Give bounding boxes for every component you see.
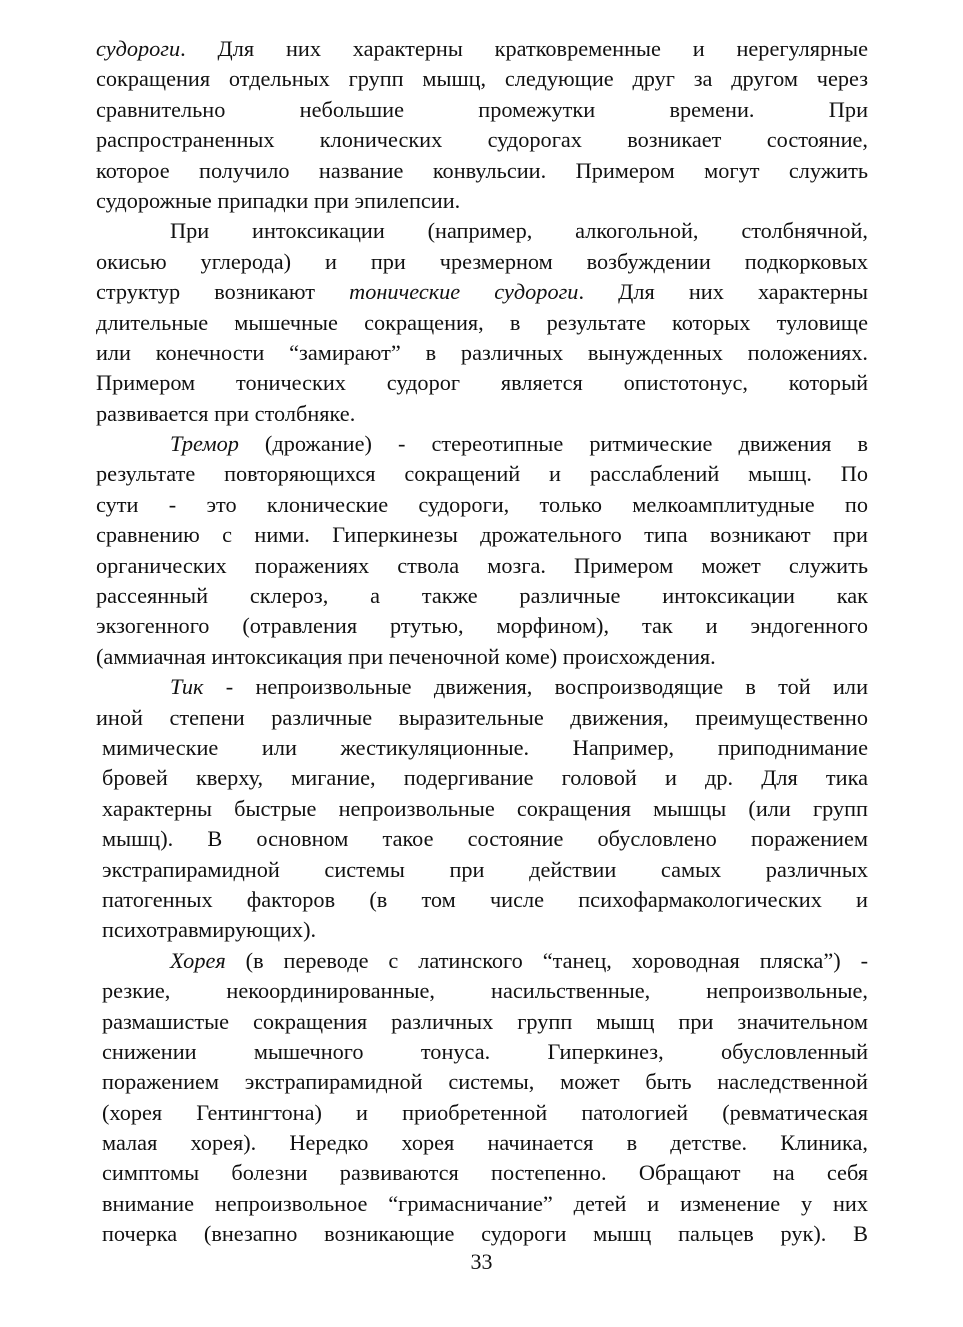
text-run: мимические или жестикуляционные. Например, приподнимание bbox=[102, 734, 868, 760]
text-line bbox=[96, 946, 868, 976]
text-line bbox=[96, 1219, 868, 1249]
text-run: Примером тонических судорог является опистотонус, который bbox=[96, 370, 868, 396]
italic-term: Тремор bbox=[170, 431, 239, 457]
text-line bbox=[96, 429, 868, 459]
text-run: психотравмирующих). bbox=[102, 917, 317, 943]
text-run: характерны быстрые непроизвольные сокращения мышцы (или групп bbox=[102, 795, 868, 821]
text-run: бровей кверху, мигание, подергивание головой и др. Для тика bbox=[102, 765, 868, 791]
text-line bbox=[96, 1037, 868, 1067]
text-run: экзогенного (отравления ртутью, морфином), так и эндогенного bbox=[96, 613, 868, 639]
text-line bbox=[96, 247, 868, 277]
paragraph bbox=[96, 946, 868, 1250]
text-run: сравнительно небольшие промежутки времени. При bbox=[96, 96, 868, 122]
text-line bbox=[96, 611, 868, 641]
text-line bbox=[96, 855, 868, 885]
text-line bbox=[96, 885, 868, 915]
italic-term: тонические судороги bbox=[349, 279, 579, 305]
text-line bbox=[96, 277, 868, 307]
italic-term: Тик bbox=[170, 674, 204, 700]
text-line bbox=[96, 976, 868, 1006]
text-run: окисью углерода) и при чрезмерном возбуждении подкорковых bbox=[96, 248, 868, 274]
text-line bbox=[96, 1007, 868, 1037]
text-line bbox=[96, 490, 868, 520]
text-line bbox=[96, 399, 868, 429]
text-line bbox=[96, 551, 868, 581]
text-run: распространенных клонических судорогах возникает состояние, bbox=[96, 127, 868, 153]
text-line bbox=[96, 459, 868, 489]
text-line bbox=[96, 824, 868, 854]
text-run: . Для них характерны кратковременные и нерегулярные bbox=[180, 36, 868, 61]
text-run: симптомы болезни развиваются постепенно. Обращают на себя bbox=[102, 1160, 868, 1186]
text-run: рассеянный склероз, а также различные интоксикации как bbox=[96, 583, 868, 609]
text-line bbox=[96, 368, 868, 398]
text-line bbox=[96, 34, 868, 64]
text-run: снижении мышечного тонуса. Гиперкинез, обусловленный bbox=[102, 1038, 868, 1064]
text-line bbox=[96, 308, 868, 338]
text-line bbox=[96, 125, 868, 155]
text-run: размашистые сокращения различных групп мышц при значительном bbox=[102, 1008, 868, 1034]
text-run: поражением экстрапирамидной системы, может быть наследственной bbox=[102, 1069, 868, 1095]
text-line bbox=[96, 1098, 868, 1128]
text-line bbox=[96, 733, 868, 763]
text-line bbox=[96, 794, 868, 824]
text-line bbox=[96, 703, 868, 733]
text-run: (дрожание) - стереотипные ритмические движения в bbox=[238, 431, 868, 457]
text-run: сокращения отдельных групп мышц, следующие друг за другом через bbox=[96, 66, 868, 92]
text-run: судорожные припадки при эпилепсии. bbox=[96, 187, 461, 213]
text-run: длительные мышечные сокращения, в результате которых туловище bbox=[96, 309, 868, 335]
text-run: патогенных факторов (в том числе психофармакологических и bbox=[102, 886, 868, 912]
text-line bbox=[96, 520, 868, 550]
text-run: . Для них характерны bbox=[578, 279, 868, 305]
text-run: мышц). В основном такое состояние обусловлено поражением bbox=[102, 826, 868, 852]
text-run: резкие, некоординированные, насильственные, непроизвольные, bbox=[102, 978, 868, 1004]
text-line bbox=[96, 1189, 868, 1219]
text-run: (хорея Гентингтона) и приобретенной патологией (ревматическая bbox=[102, 1099, 868, 1125]
text-run: структур возникают bbox=[96, 279, 350, 305]
text-line bbox=[96, 1067, 868, 1097]
text-run: почерка (внезапно возникающие судороги мышц пальцев рук). В bbox=[102, 1221, 868, 1247]
text-line bbox=[96, 642, 868, 672]
text-run: малая хорея). Нередко хорея начинается в детстве. Клиника, bbox=[102, 1130, 868, 1156]
paragraph bbox=[96, 34, 868, 216]
text-line bbox=[96, 156, 868, 186]
text-run: (аммиачная интоксикация при печеночной коме) происхождения. bbox=[96, 643, 716, 669]
text-run: сравнению с ними. Гиперкинезы дрожательного типа возникают при bbox=[96, 522, 868, 548]
text-run: (в переводе с латинского “танец, хороводная пляска”) - bbox=[225, 947, 868, 973]
text-run: или конечности “замирают” в различных вынужденных положениях. bbox=[96, 339, 868, 365]
text-line bbox=[96, 1158, 868, 1188]
text-line bbox=[96, 95, 868, 125]
italic-term: Хорея bbox=[170, 947, 226, 973]
text-run: развивается при столбняке. bbox=[96, 400, 356, 426]
text-line bbox=[96, 672, 868, 702]
paragraph bbox=[96, 429, 868, 672]
paragraph bbox=[96, 216, 868, 429]
text-line bbox=[96, 1128, 868, 1158]
paragraph bbox=[96, 672, 868, 946]
page-number: 33 bbox=[470, 1249, 493, 1274]
text-run: экстрапирамидной системы при действии самых различных bbox=[102, 856, 868, 882]
text-run: сути - это клонические судороги, только мелкоамплитудные по bbox=[96, 491, 868, 517]
text-line bbox=[96, 915, 868, 945]
text-line bbox=[96, 581, 868, 611]
text-line bbox=[96, 216, 868, 246]
text-run: внимание непроизвольное “гримасничание” детей и изменение у них bbox=[102, 1190, 868, 1216]
text-run: органических поражениях ствола мозга. Примером может служить bbox=[96, 552, 868, 578]
text-line bbox=[96, 64, 868, 94]
text-line bbox=[96, 338, 868, 368]
text-run: - непроизвольные движения, воспроизводящие в той или bbox=[203, 674, 868, 700]
text-line bbox=[96, 186, 868, 216]
page-body bbox=[96, 34, 868, 1250]
text-run: иной степени различные выразительные движения, преимущественно bbox=[96, 704, 868, 730]
italic-term: судороги bbox=[96, 36, 181, 61]
text-line bbox=[96, 763, 868, 793]
text-run: которое получило название конвульсии. Примером могут служить bbox=[96, 157, 868, 183]
text-run: результате повторяющихся сокращений и расслаблений мышц. По bbox=[96, 461, 868, 487]
text-run: При интоксикации (например, алкогольной, столбнячной, bbox=[170, 218, 868, 244]
